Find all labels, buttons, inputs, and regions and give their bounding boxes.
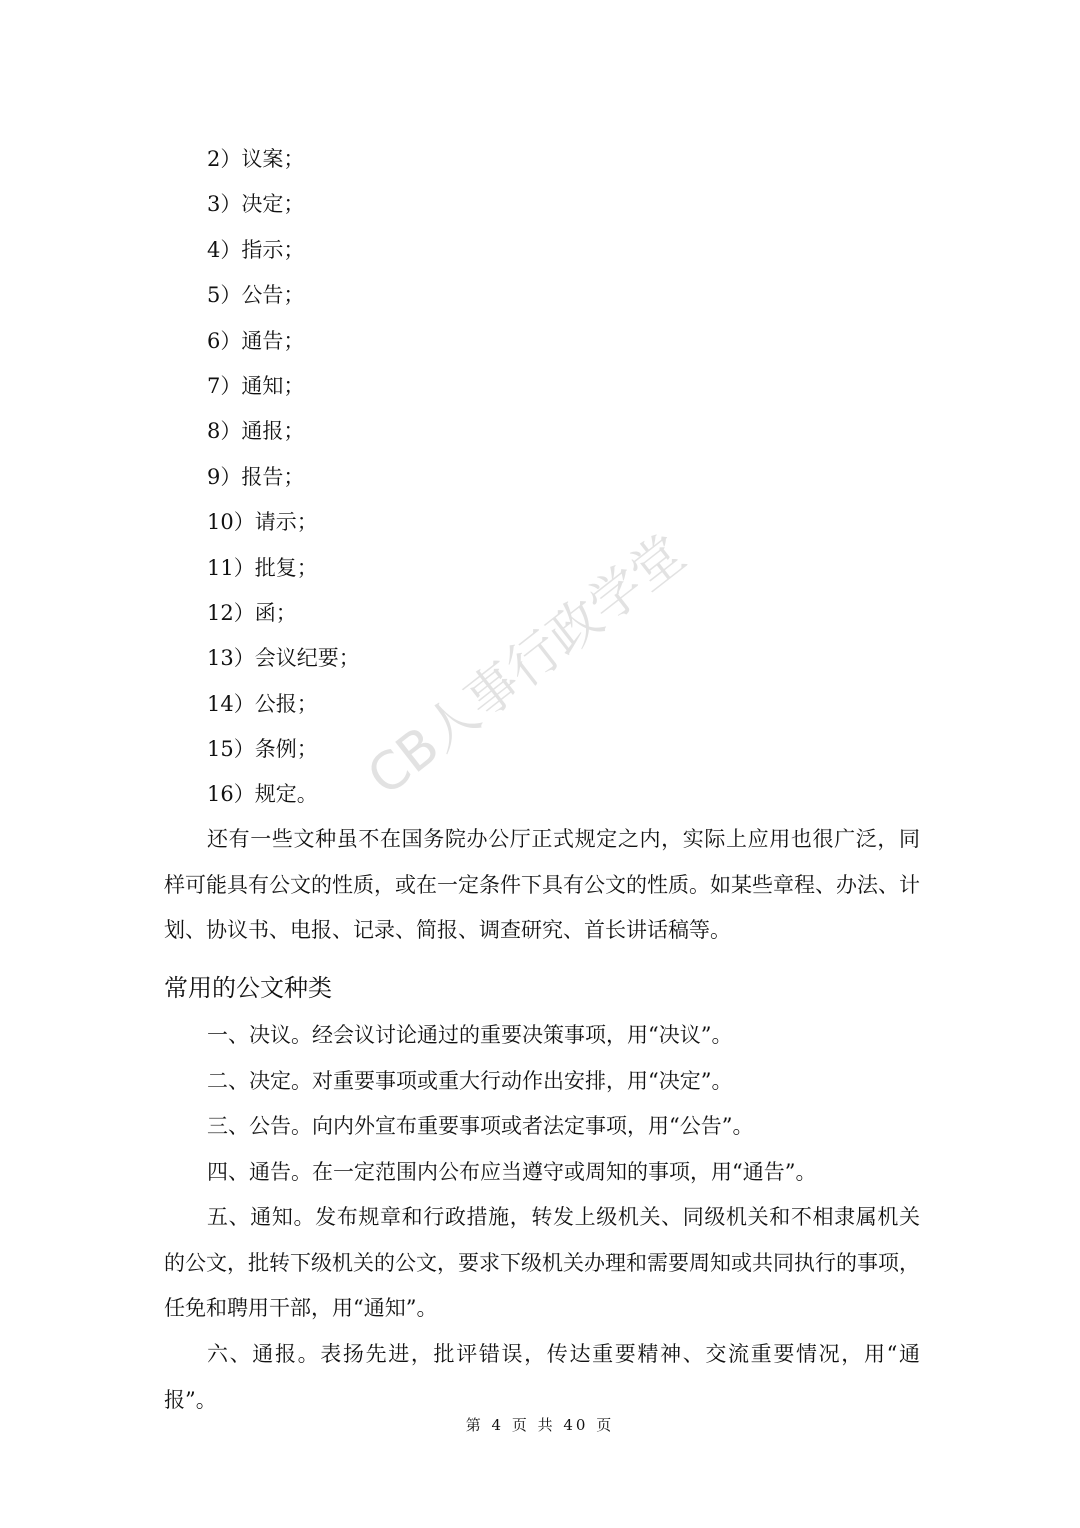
section-paragraph: 五、通知。发布规章和行政措施，转发上级机关、同级机关和不相隶属机关的公文，批转下级机关的公文，要求下级机关办理和需要周知或共同执行的事项，任免和聘用干部，用“通知”。 — [164, 1205, 920, 1321]
intro-paragraph: 还有一些文种虽不在国务院办公厅正式规定之内，实际上应用也很广泛，同样可能具有公文的性质，或在一定条件下具有公文的性质。如某些章程、办法、计划、协议书、电报、记录、简报、调查研究、首长讲话稿等。 — [164, 827, 920, 943]
section-paragraph: 一、决议。经会议讨论通过的重要决策事项，用“决议”。 — [207, 1023, 733, 1047]
list-item: 4）指示； — [207, 237, 305, 262]
list-item: 7）通知； — [207, 373, 305, 398]
page-number-footer: 第 4 页 共 40 页 — [465, 1416, 615, 1434]
list-item: 9）报告； — [207, 464, 305, 489]
list-item: 3）决定； — [207, 192, 305, 217]
document-type-list — [207, 137, 360, 818]
watermark: CB人事行政学堂 — [356, 523, 697, 808]
list-item: 8）通报； — [207, 419, 305, 444]
list-item: 10）请示； — [207, 510, 318, 535]
list-item: 12）函； — [207, 600, 297, 625]
list-item: 11）批复； — [207, 555, 318, 580]
section-paragraph: 六、通报。表扬先进，批评错误，传达重要精神、交流重要情况，用“通报”。 — [164, 1342, 920, 1412]
list-item: 6）通告； — [207, 328, 305, 353]
section-heading: 常用的公文种类 — [164, 974, 332, 1002]
list-item: 5）公告； — [207, 283, 305, 308]
list-item: 2）议案； — [207, 147, 305, 171]
section-paragraph: 三、公告。向内外宣布重要事项或者法定事项，用“公告”。 — [207, 1114, 754, 1138]
list-item: 14）公报； — [207, 691, 318, 716]
section-paragraph: 四、通告。在一定范围内公布应当遵守或周知的事项，用“通告”。 — [207, 1160, 817, 1184]
list-item: 13）会议纪要； — [207, 646, 360, 671]
list-item: 16）规定。 — [207, 782, 318, 807]
section-paragraph: 二、决定。对重要事项或重大行动作出安排，用“决定”。 — [207, 1069, 733, 1093]
list-item: 15）条例； — [207, 737, 318, 762]
